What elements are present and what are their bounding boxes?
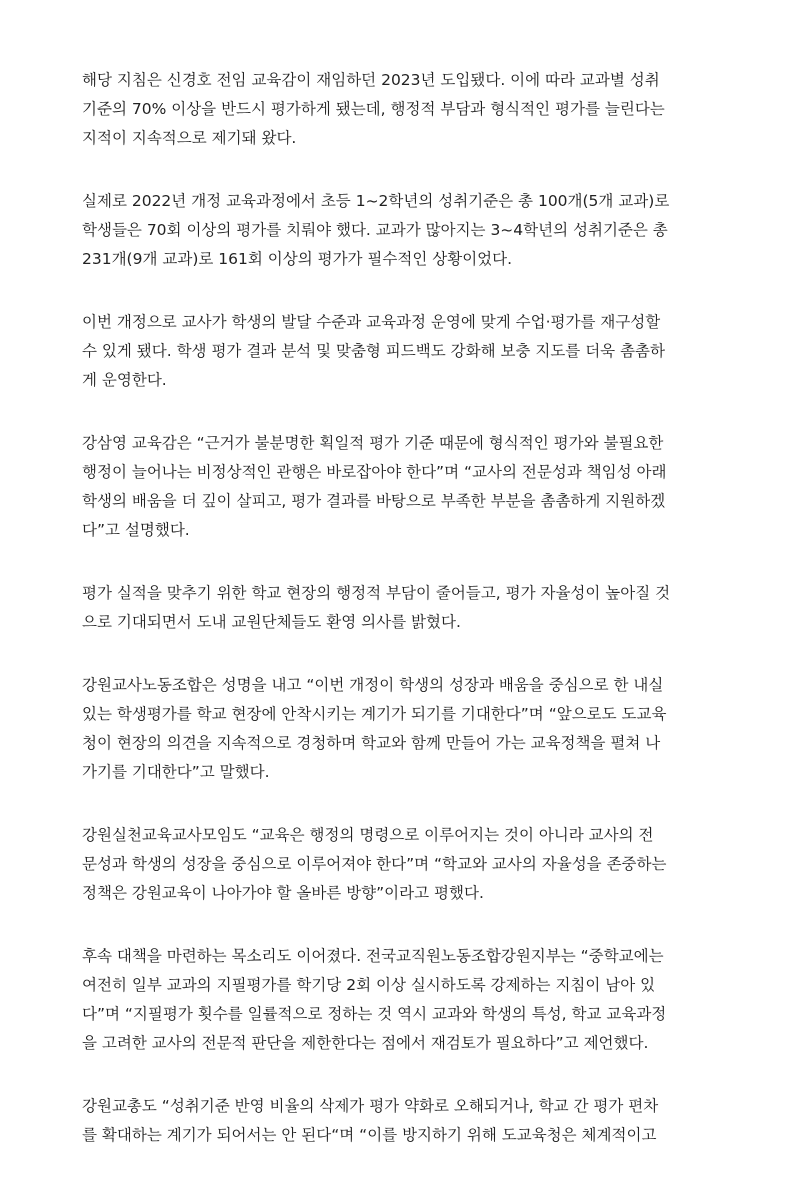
text-line: 후속 대책을 마련하는 목소리도 이어졌다. 전국교직원노동조합강원지부는 “중학교에는 bbox=[82, 947, 664, 965]
text-line: 학생들은 70회 이상의 평가를 치뤄야 했다. 교과가 많아지는 3~4학년의 성취기준은 총 bbox=[82, 221, 668, 239]
article-body bbox=[82, 66, 722, 1184]
paragraph-3 bbox=[82, 308, 722, 395]
text-line: 가기를 기대한다”고 말했다. bbox=[82, 763, 270, 781]
text-line: 으로 기대되면서 도내 교원단체들도 환영 의사를 밝혔다. bbox=[82, 613, 461, 631]
text-line: 수 있게 됐다. 학생 평가 결과 분석 및 맞춤형 피드백도 강화해 보충 지도를 더욱 촘촘하 bbox=[82, 342, 665, 360]
text-line: 강삼영 교육감은 “근거가 불분명한 획일적 평가 기준 때문에 형식적인 평가와 불필요한 bbox=[82, 434, 664, 452]
paragraph-5 bbox=[82, 579, 722, 637]
text-line: 해당 지침은 신경호 전임 교육감이 재임하던 2023년 도입됐다. 이에 따라 교과별 성취 bbox=[82, 71, 660, 89]
text-line: 실제로 2022년 개정 교육과정에서 초등 1~2학년의 성취기준은 총 100개(5개 교과)로 bbox=[82, 192, 670, 210]
text-line: 학생의 배움을 더 깊이 살피고, 평가 결과를 바탕으로 부족한 부분을 촘촘하게 지원하겠 bbox=[82, 492, 666, 510]
text-line: 231개(9개 교과)로 161회 이상의 평가가 필수적인 상황이었다. bbox=[82, 250, 513, 268]
text-line: 을 고려한 교사의 전문적 판단을 제한한다는 점에서 재검토가 필요하다”고 제언했다. bbox=[82, 1034, 649, 1052]
paragraph-8 bbox=[82, 942, 722, 1058]
text-line: 행정이 늘어나는 비정상적인 관행은 바로잡아야 한다”며 “교사의 전문성과 책임성 아래 bbox=[82, 463, 667, 481]
text-line: 다”고 설명했다. bbox=[82, 521, 190, 539]
paragraph-4 bbox=[82, 429, 722, 545]
paragraph-9 bbox=[82, 1092, 722, 1150]
text-line: 평가 실적을 맞추기 위한 학교 현장의 행정적 부담이 줄어들고, 평가 자율성이 높아질 것 bbox=[82, 584, 671, 602]
paragraph-1 bbox=[82, 66, 722, 153]
text-line: 여전히 일부 교과의 지필평가를 학기당 2회 이상 실시하도록 강제하는 지침이 남아 있 bbox=[82, 976, 656, 994]
paragraph-6 bbox=[82, 671, 722, 787]
text-line: 있는 학생평가를 학교 현장에 안착시키는 계기가 되기를 기대한다”며 “앞으로도 도교육 bbox=[82, 705, 667, 723]
paragraph-7 bbox=[82, 821, 722, 908]
text-line: 청이 현장의 의견을 지속적으로 경청하며 학교와 함께 만들어 가는 교육정책을 펼쳐 나 bbox=[82, 734, 661, 752]
text-line: 정책은 강원교육이 나아가야 할 올바른 방향”이라고 평했다. bbox=[82, 884, 484, 902]
text-line: 게 운영한다. bbox=[82, 371, 167, 389]
text-line: 문성과 학생의 성장을 중심으로 이루어져야 한다”며 “학교와 교사의 자율성을 존중하는 bbox=[82, 855, 667, 873]
text-line: 강원교총도 “성취기준 반영 비율의 삭제가 평가 약화로 오해되거나, 학교 간 평가 편차 bbox=[82, 1097, 659, 1115]
text-line: 이번 개정으로 교사가 학생의 발달 수준과 교육과정 운영에 맞게 수업·평가를 재구성할 bbox=[82, 313, 661, 331]
text-line: 를 확대하는 계기가 되어서는 안 된다“며 “이를 방지하기 위해 도교육청은 체계적이고 bbox=[82, 1126, 657, 1144]
text-line: 강원교사노동조합은 성명을 내고 “이번 개정이 학생의 성장과 배움을 중심으로 한 내실 bbox=[82, 676, 664, 694]
text-line: 다”며 “지필평가 횟수를 일률적으로 정하는 것 역시 교과와 학생의 특성, 학교 교육과정 bbox=[82, 1005, 667, 1023]
text-line: 지적이 지속적으로 제기돼 왔다. bbox=[82, 129, 297, 147]
text-line: 강원실천교육교사모임도 “교육은 행정의 명령으로 이루어지는 것이 아니라 교사의 전 bbox=[82, 826, 654, 844]
paragraph-2 bbox=[82, 187, 722, 274]
text-line: 기준의 70% 이상을 반드시 평가하게 됐는데, 행정적 부담과 형식적인 평가를 늘린다는 bbox=[82, 100, 665, 118]
